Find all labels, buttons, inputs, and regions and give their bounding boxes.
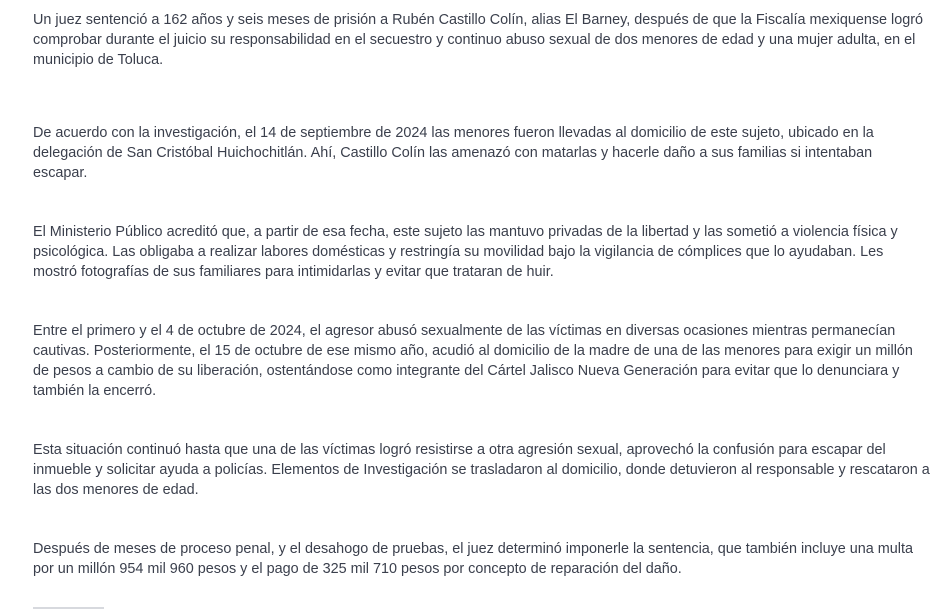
article-paragraph: Entre el primero y el 4 de octubre de 2024, el agresor abusó sexualmente de las víctimas en diversas ocasiones mientras permanecían cautivas. Posteriormente, el 15 de octubre de ese mismo año, acudió al domicilio de la madre de una de las menores para exigir un millón de pesos a cambio de su liberación, ostentándose como integrante del Cártel Jalisco Nueva Generación para evitar que lo denunciara y también la encerró. (33, 323, 913, 399)
content-divider (33, 607, 104, 609)
article-paragraph: Esta situación continuó hasta que una de las víctimas logró resistirse a otra agresión sexual, aprovechó la confusión para escapar del inmueble y solicitar ayuda a policías. Elementos de Investigación se trasladaron al domicilio, donde detuvieron al responsable y rescataron a las dos menores de edad. (33, 442, 930, 498)
article-paragraph: De acuerdo con la investigación, el 14 de septiembre de 2024 las menores fueron llevadas al domicilio de este sujeto, ubicado en la delegación de San Cristóbal Huichochitlán. Ahí, Castillo Colín las amenazó con matarlas y hacerle daño a sus familias si intentaban escapar. (33, 125, 874, 181)
article-paragraph: El Ministerio Público acreditó que, a partir de esa fecha, este sujeto las mantuvo privadas de la libertad y las sometió a violencia física y psicológica. Las obligaba a realizar labores domésticas y restringía su movilidad bajo la vigilancia de cómplices que lo ayudaban. Les mostró fotografías de sus familiares para intimidarlas y evitar que trataran de huir. (33, 224, 898, 280)
article-body (33, 10, 930, 579)
article-paragraph: Después de meses de proceso penal, y el desahogo de pruebas, el juez determinó imponerle la sentencia, que también incluye una multa por un millón 954 mil 960 pesos y el pago de 325 mil 710 pesos por concepto de reparación del daño. (33, 541, 913, 577)
article-paragraph: Un juez sentenció a 162 años y seis meses de prisión a Rubén Castillo Colín, alias El Barney, después de que la Fiscalía mexiquense logró comprobar durante el juicio su responsabilidad en el secuestro y continuo abuso sexual de dos menores de edad y una mujer adulta, en el municipio de Toluca. (33, 12, 924, 68)
